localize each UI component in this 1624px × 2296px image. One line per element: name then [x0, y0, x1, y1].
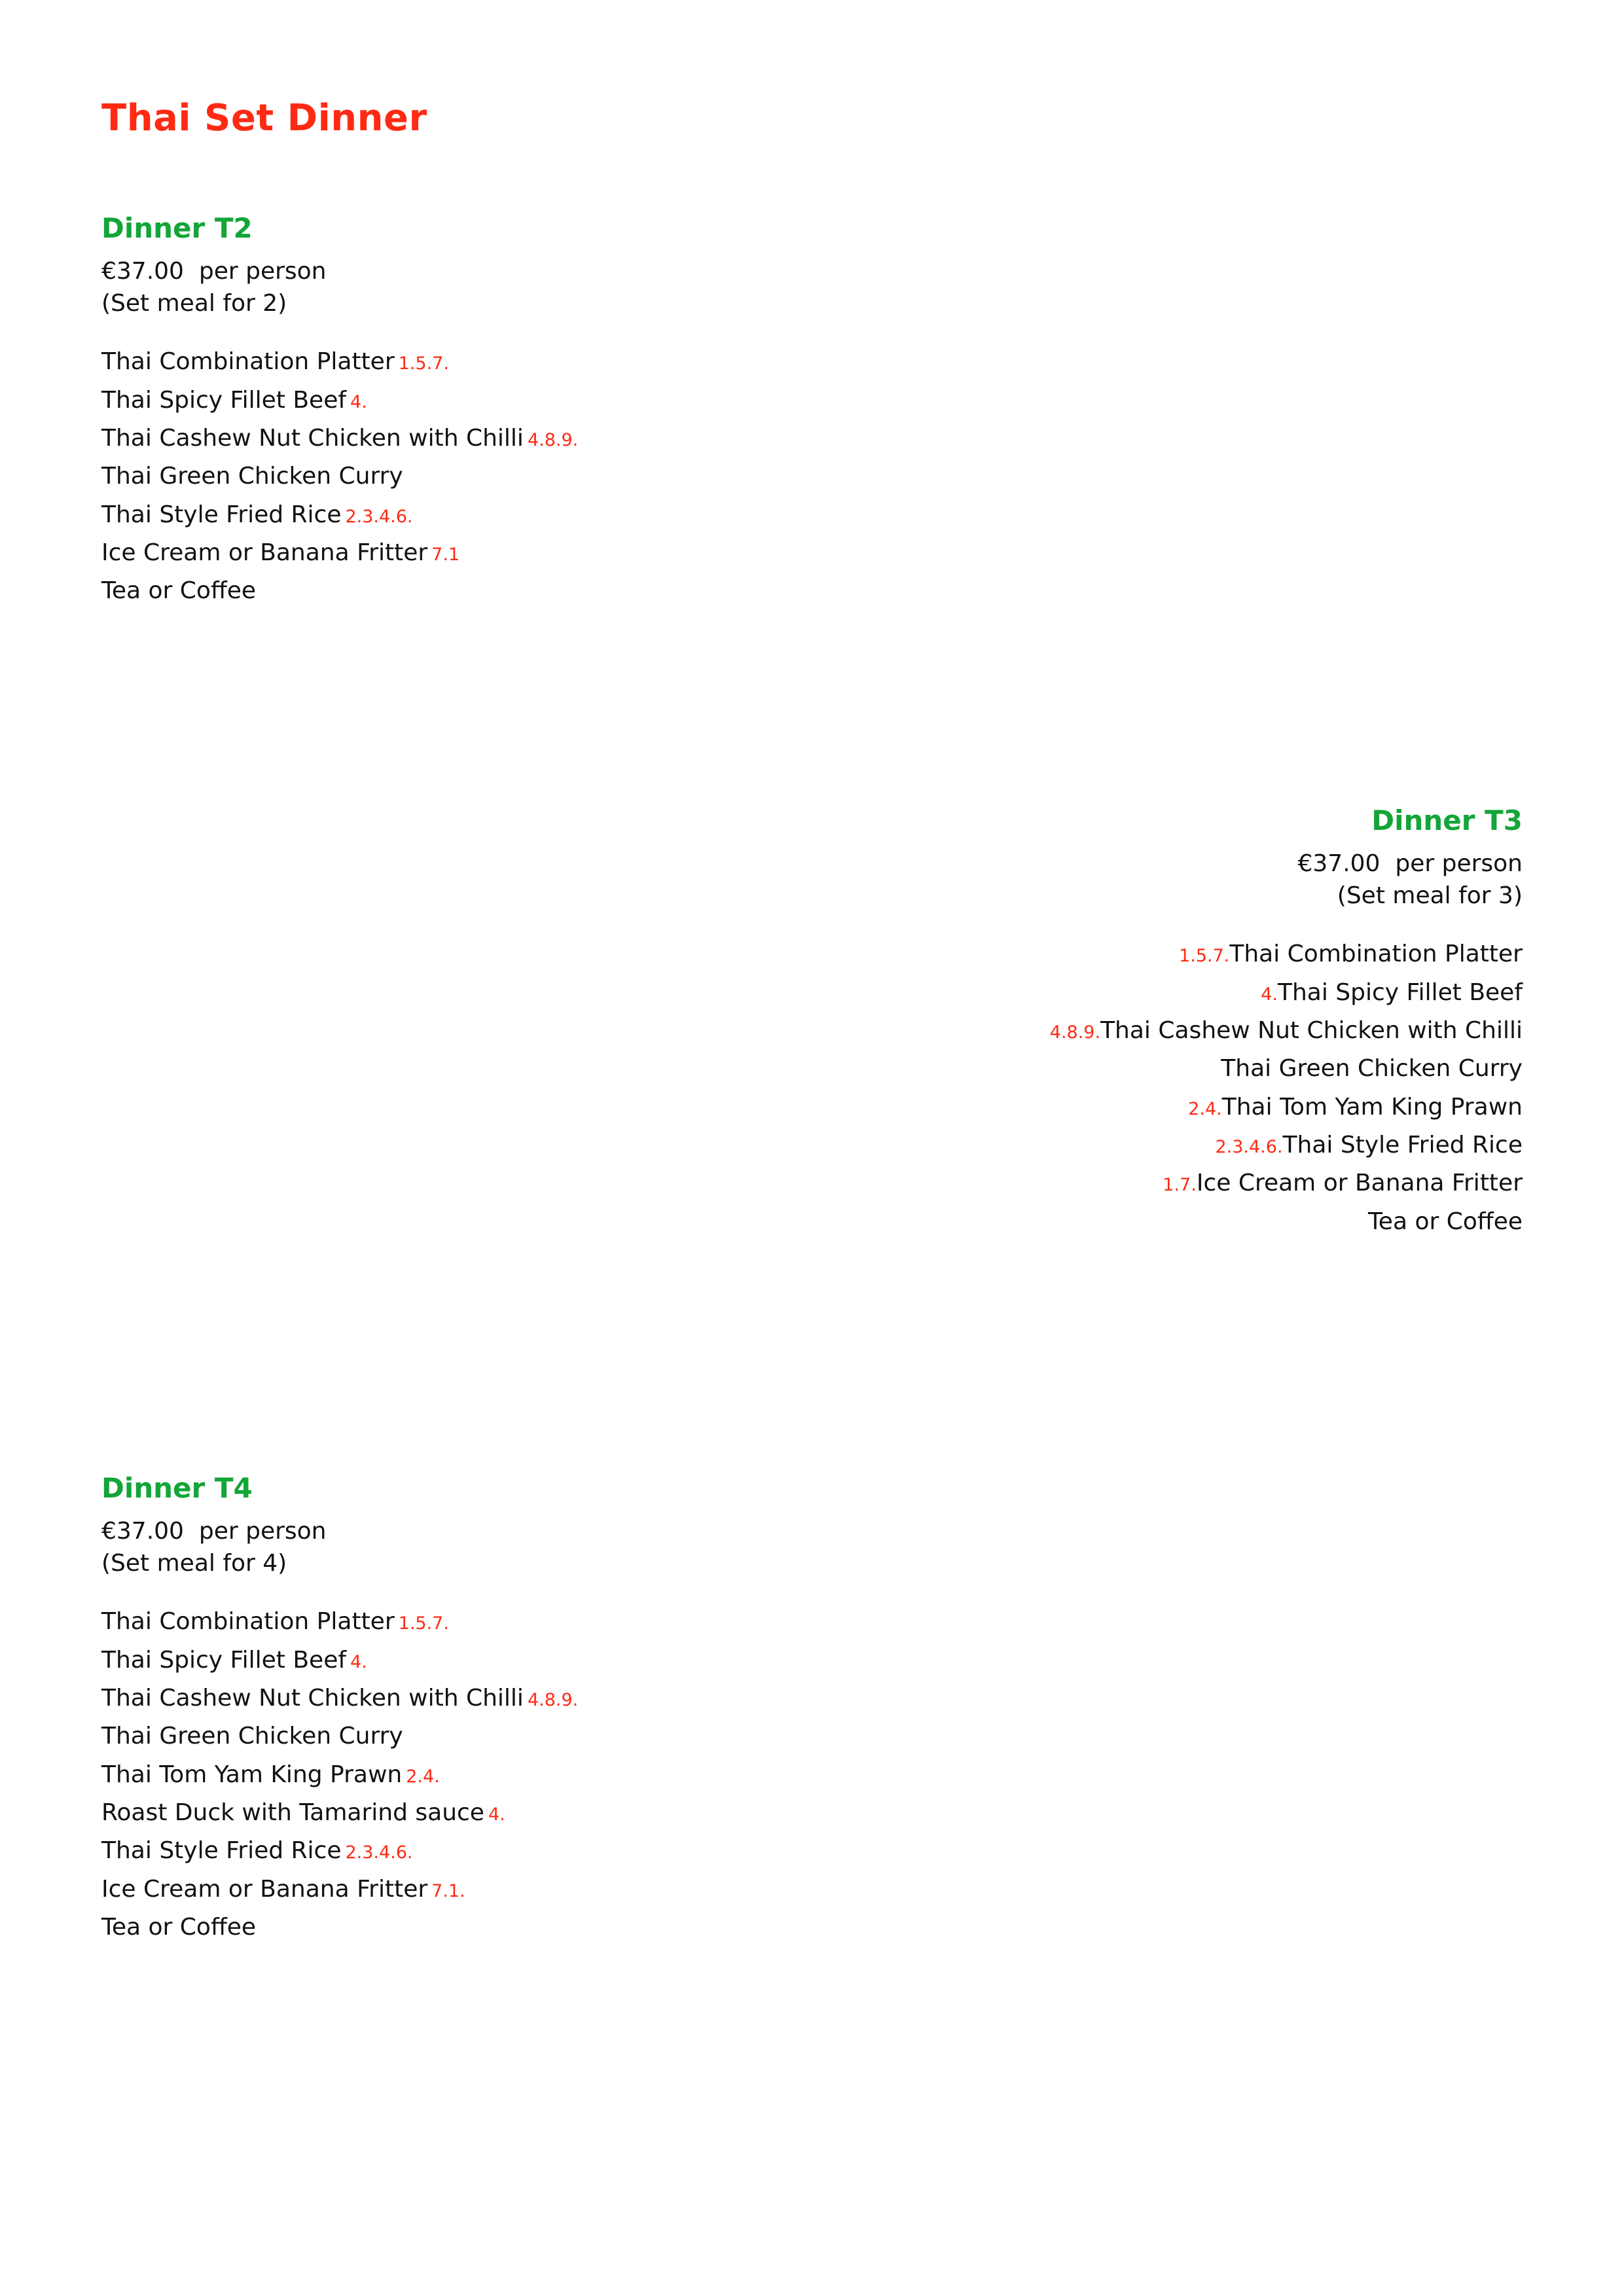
- list-item: [101, 420, 578, 457]
- list-item: [101, 534, 578, 572]
- set-menu-dinner-t4: [101, 1473, 578, 1946]
- item-allergens: 1.5.7.: [1179, 946, 1230, 967]
- set-title: Dinner T3: [1371, 804, 1523, 836]
- item-name: Ice Cream or Banana Fritter: [1196, 1170, 1523, 1197]
- item-allergens: 2.3.4.6.: [345, 1842, 413, 1863]
- page-title: Thai Set Dinner: [101, 97, 427, 139]
- list-item: [101, 1909, 578, 1946]
- list-item: [101, 1717, 578, 1755]
- item-allergens: 4.: [488, 1804, 505, 1825]
- item-allergens: 7.1: [431, 545, 460, 565]
- item-allergens: 7.1.: [431, 1880, 465, 1901]
- list-item: [101, 343, 578, 381]
- item-name: Thai Cashew Nut Chicken with Chilli: [101, 1685, 524, 1712]
- list-item: [101, 1794, 578, 1832]
- item-name: Ice Cream or Banana Fritter: [101, 1875, 428, 1903]
- set-item-list: [101, 1603, 578, 1946]
- set-title: Dinner T4: [101, 1472, 253, 1504]
- list-item: [1050, 1012, 1523, 1050]
- item-name: Thai Green Chicken Curry: [1221, 1055, 1523, 1083]
- item-name: Thai Green Chicken Curry: [101, 1723, 403, 1750]
- item-name: Thai Combination Platter: [101, 348, 395, 376]
- list-item: [1050, 974, 1523, 1012]
- item-name: Tea or Coffee: [101, 577, 257, 605]
- item-allergens: 1.5.7.: [398, 353, 449, 374]
- item-name: Thai Tom Yam King Prawn: [1221, 1093, 1523, 1121]
- item-name: Roast Duck with Tamarind sauce: [101, 1799, 484, 1827]
- list-item: [101, 496, 578, 534]
- item-name: Tea or Coffee: [101, 1913, 257, 1941]
- item-name: Thai Spicy Fillet Beef: [101, 386, 347, 414]
- item-allergens: 1.5.7.: [398, 1613, 449, 1634]
- set-serves: (Set meal for 3): [1337, 882, 1523, 909]
- item-name: Thai Tom Yam King Prawn: [101, 1761, 403, 1788]
- item-allergens: 2.4.: [406, 1766, 440, 1787]
- list-item: [101, 572, 578, 610]
- list-item: [1050, 1126, 1523, 1164]
- set-item-list: [1050, 935, 1523, 1241]
- item-allergens: 1.7.: [1163, 1175, 1197, 1196]
- list-item: [1050, 1088, 1523, 1126]
- list-item: [101, 382, 578, 420]
- list-item: [1050, 1164, 1523, 1202]
- list-item: [1050, 1050, 1523, 1088]
- list-item: [101, 1641, 578, 1679]
- item-allergens: 4.: [1261, 984, 1278, 1005]
- set-serves: (Set meal for 4): [101, 1549, 287, 1577]
- item-name: Thai Style Fried Rice: [101, 501, 342, 528]
- item-name: Thai Spicy Fillet Beef: [101, 1646, 347, 1674]
- set-price: €37.00 per person: [101, 1518, 327, 1545]
- item-allergens: 4.8.9.: [1049, 1022, 1101, 1043]
- item-allergens: 4.: [350, 391, 367, 412]
- set-price: €37.00 per person: [101, 258, 327, 285]
- set-menu-dinner-t2: [101, 213, 578, 611]
- item-name: Thai Spicy Fillet Beef: [1277, 978, 1523, 1006]
- item-allergens: 4.8.9.: [527, 430, 579, 451]
- list-item: [1050, 1203, 1523, 1241]
- item-allergens: 2.3.4.6.: [345, 506, 413, 527]
- set-price: €37.00 per person: [1297, 850, 1523, 878]
- list-item: [101, 1756, 578, 1794]
- list-item: [101, 1871, 578, 1909]
- item-name: Thai Style Fried Rice: [1282, 1132, 1523, 1159]
- item-name: Thai Combination Platter: [101, 1608, 395, 1636]
- list-item: [101, 457, 578, 495]
- set-title: Dinner T2: [101, 212, 253, 244]
- item-allergens: 4.8.9.: [527, 1690, 579, 1711]
- item-allergens: 2.3.4.6.: [1215, 1137, 1283, 1158]
- item-name: Thai Style Fried Rice: [101, 1837, 342, 1865]
- list-item: [101, 1603, 578, 1641]
- item-name: Thai Combination Platter: [1229, 941, 1523, 968]
- item-name: Tea or Coffee: [1367, 1208, 1523, 1235]
- list-item: [101, 1679, 578, 1717]
- item-allergens: 4.: [350, 1651, 367, 1672]
- set-item-list: [101, 343, 578, 610]
- list-item: [101, 1832, 578, 1870]
- set-serves: (Set meal for 2): [101, 289, 287, 317]
- item-name: Thai Cashew Nut Chicken with Chilli: [101, 425, 524, 452]
- item-name: Ice Cream or Banana Fritter: [101, 539, 428, 567]
- item-name: Thai Cashew Nut Chicken with Chilli: [1100, 1017, 1523, 1045]
- item-name: Thai Green Chicken Curry: [101, 463, 403, 490]
- set-menu-dinner-t3: [1050, 805, 1523, 1241]
- item-allergens: 2.4.: [1188, 1098, 1222, 1119]
- list-item: [1050, 935, 1523, 973]
